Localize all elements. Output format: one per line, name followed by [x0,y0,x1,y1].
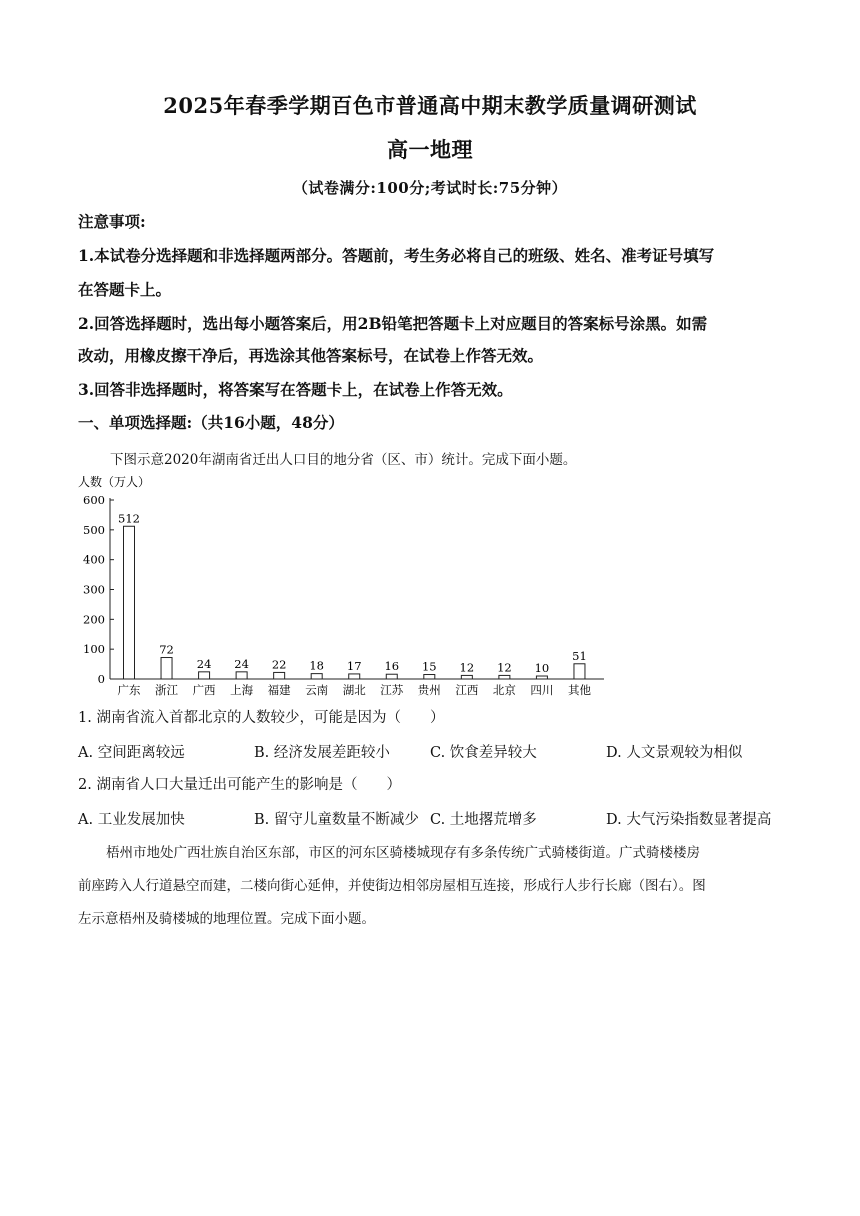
x-category-label-4: 福建 [267,683,291,697]
question-1-option-c[interactable]: C. 饮食差异较大 [430,745,537,761]
exam-title: 2025年春季学期百色市普通高中期末教学质量调研测试 [163,93,697,118]
notice-item-1-line-2: 在答题卡上。 [78,280,172,299]
bar-value-label-1: 72 [159,642,174,657]
notice-item-2-line-1: 2.回答选择题时，选出每小题答案后，用2B铅笔把答题卡上对应题目的答案标号涂黑。如需 [78,314,708,333]
bar-value-label-4: 22 [271,657,287,672]
bar-value-label-8: 15 [421,659,437,674]
x-category-label-9: 江西 [455,683,479,697]
bar-4 [274,672,285,679]
question-1-option-b[interactable]: B. 经济发展差距较小 [254,745,390,761]
exam-info: （试卷满分:100分;考试时长:75分钟） [292,179,568,197]
notice-item-2-line-2: 改动，用橡皮擦干净后，再选涂其他答案标号，在试卷上作答无效。 [78,346,544,365]
bar-1 [161,658,172,679]
y-tick-label-2: 200 [83,612,105,627]
bar-value-label-0: 512 [118,511,140,526]
y-tick-label-0: 0 [97,672,105,686]
bar-value-label-6: 17 [346,658,362,673]
bar-5 [311,674,322,679]
bar-2 [199,672,210,679]
exam-subject: 高一地理 [387,137,473,162]
bar-12 [574,664,585,679]
x-category-label-3: 上海 [230,683,254,697]
question-2-option-d[interactable]: D. 大气污染指数显著提高 [606,812,772,828]
bar-11 [536,676,547,679]
bar-3 [236,672,247,679]
x-category-label-2: 广西 [192,683,216,697]
bar-value-label-12: 51 [572,648,587,663]
bar-9 [461,675,472,679]
migration-bar-chart [76,470,616,702]
x-category-label-10: 北京 [492,683,516,697]
bar-8 [424,675,435,679]
y-tick-label-5: 500 [83,522,105,537]
section-1-heading: 一、单项选择题:（共16小题，48分） [78,413,344,432]
y-tick-label-1: 100 [83,642,105,657]
passage-2-line-2: 前座跨入人行道悬空而建，二楼向街心延伸，并使街边相邻房屋相互连接，形成行人步行长廊（图右）。图 [78,878,706,894]
question-1-option-a[interactable]: A. 空间距离较远 [78,745,185,761]
y-tick-label-3: 300 [83,582,105,597]
x-category-label-5: 云南 [305,683,329,697]
bar-value-label-3: 24 [234,656,249,671]
bar-value-label-7: 16 [384,659,400,674]
bar-value-label-9: 12 [459,660,475,675]
bar-7 [386,674,397,679]
bar-0 [124,526,135,679]
y-tick-label-4: 400 [83,552,105,567]
question-2-option-a[interactable]: A. 工业发展加快 [78,812,185,828]
passage-2-line-3: 左示意梧州及骑楼城的地理位置。完成下面小题。 [78,911,375,927]
bar-value-label-10: 12 [497,660,512,675]
x-category-label-6: 湖北 [342,683,366,697]
question-2-stem: 2. 湖南省人口大量迁出可能产生的影响是（ ） [78,777,401,793]
section-1-intro: 下图示意2020年湖南省迁出人口目的地分省（区、市）统计。完成下面小题。 [110,452,577,468]
question-1-stem: 1. 湖南省流入首都北京的人数较少，可能是因为（ ） [78,710,445,726]
chart-bars [118,511,592,697]
x-category-label-0: 广东 [117,683,141,697]
question-1-option-d[interactable]: D. 人文景观较为相似 [606,745,743,761]
passage-2-line-1: 梧州市地处广西壮族自治区东部，市区的河东区骑楼城现存有多条传统广式骑楼街道。广式骑楼楼房 [106,845,700,861]
bar-10 [499,675,510,679]
bar-value-label-11: 10 [534,661,550,676]
notice-heading: 注意事项: [78,212,146,231]
bar-value-label-5: 18 [309,658,325,673]
x-category-label-12: 其他 [567,683,591,697]
bar-6 [349,674,360,679]
x-category-label-8: 贵州 [417,683,441,697]
y-tick-label-6: 600 [83,493,105,507]
notice-item-3: 3.回答非选择题时，将答案写在答题卡上，在试卷上作答无效。 [78,380,513,399]
notice-item-1-line-1: 1.本试卷分选择题和非选择题两部分。答题前，考生务必将自己的班级、姓名、准考证号填写 [78,246,715,265]
x-category-label-7: 江苏 [380,683,404,697]
y-axis-label: 人数（万人） [78,475,151,489]
question-2-option-c[interactable]: C. 土地撂荒增多 [430,812,537,828]
bar-value-label-2: 24 [196,656,212,671]
x-category-label-1: 浙江 [155,683,179,697]
x-category-label-11: 四川 [530,683,554,697]
question-2-option-b[interactable]: B. 留守儿童数量不断减少 [254,812,419,828]
